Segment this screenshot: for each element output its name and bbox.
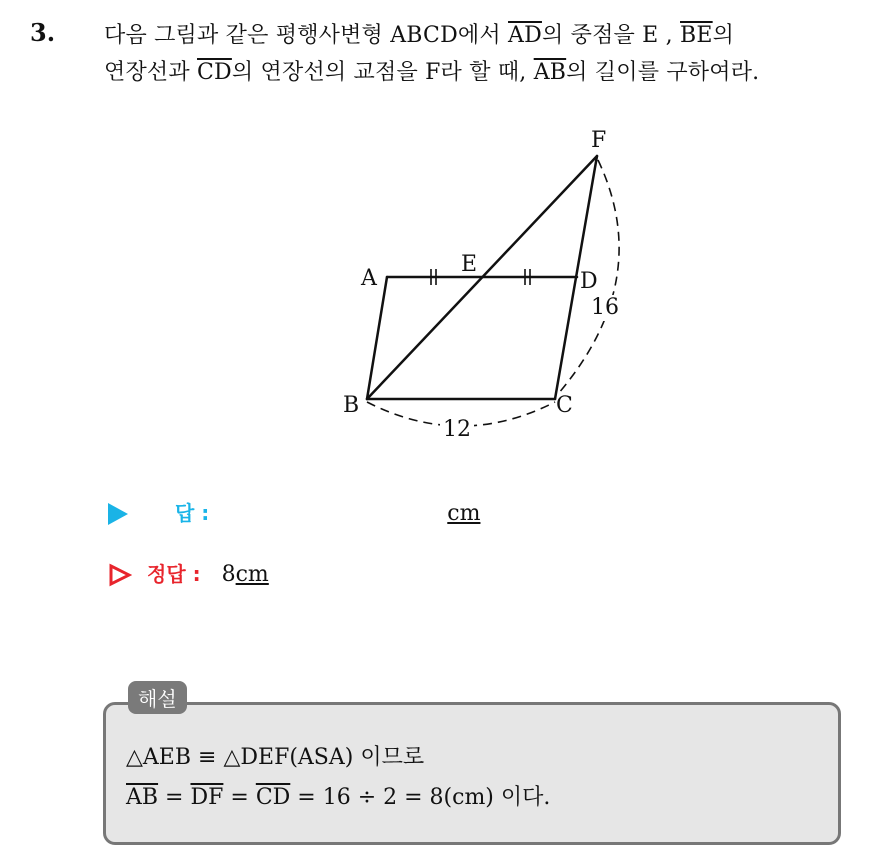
play-outline-icon (108, 563, 132, 587)
segment-ab: $\overline{AB}$ (126, 785, 159, 810)
label-f: F (591, 128, 607, 153)
label-e: E (461, 252, 478, 277)
segment-be: $\overline{BE}$ (680, 23, 713, 48)
explanation-line-1: △AEB ≡ △DEF(ASA) 이므로 (126, 745, 425, 770)
question-number: 3. (30, 18, 56, 47)
answer-unit: cm (447, 501, 481, 526)
label-d: D (580, 269, 598, 294)
question-text-line-2: 연장선과 $\overline{CD}$의 연장선의 교점을 F라 할 때, $\overline{AB}$의 길이를 구하여라. (104, 60, 760, 85)
question-text-line-1: 다음 그림과 같은 평행사변형 ABCD에서 $\overline{AD}$의 중점을 E , $\overline{BE}$의 (104, 23, 735, 48)
answer-row (108, 497, 480, 526)
explanation-box (103, 702, 841, 845)
length-cf: 16 (591, 295, 619, 320)
length-bc: 12 (443, 417, 471, 442)
play-filled-icon (108, 503, 128, 525)
parallelogram-figure (330, 120, 650, 450)
segment-ab: $\overline{AB}$ (533, 60, 567, 85)
correct-label: 정답 : (147, 562, 201, 586)
segment-ad: $\overline{AD}$ (508, 23, 542, 48)
correct-answer-row (108, 558, 269, 587)
explanation-line-2: $\overline{AB} = \overline{DF} = \overline{CD} = 16 \div 2 = 8(cm)$ 이다. (126, 785, 551, 810)
label-a: A (361, 266, 377, 291)
segment-cd: $\overline{CD}$ (255, 785, 291, 810)
correct-unit: cm (235, 562, 269, 587)
label-b: B (343, 393, 360, 418)
correct-value: 8 (221, 562, 236, 587)
segment-df: $\overline{DF}$ (190, 785, 224, 810)
answer-label: 답 : (175, 501, 210, 525)
label-c: C (556, 393, 573, 418)
explanation-tag: 해설 (128, 681, 187, 714)
segment-cd: $\overline{CD}$ (197, 60, 232, 85)
